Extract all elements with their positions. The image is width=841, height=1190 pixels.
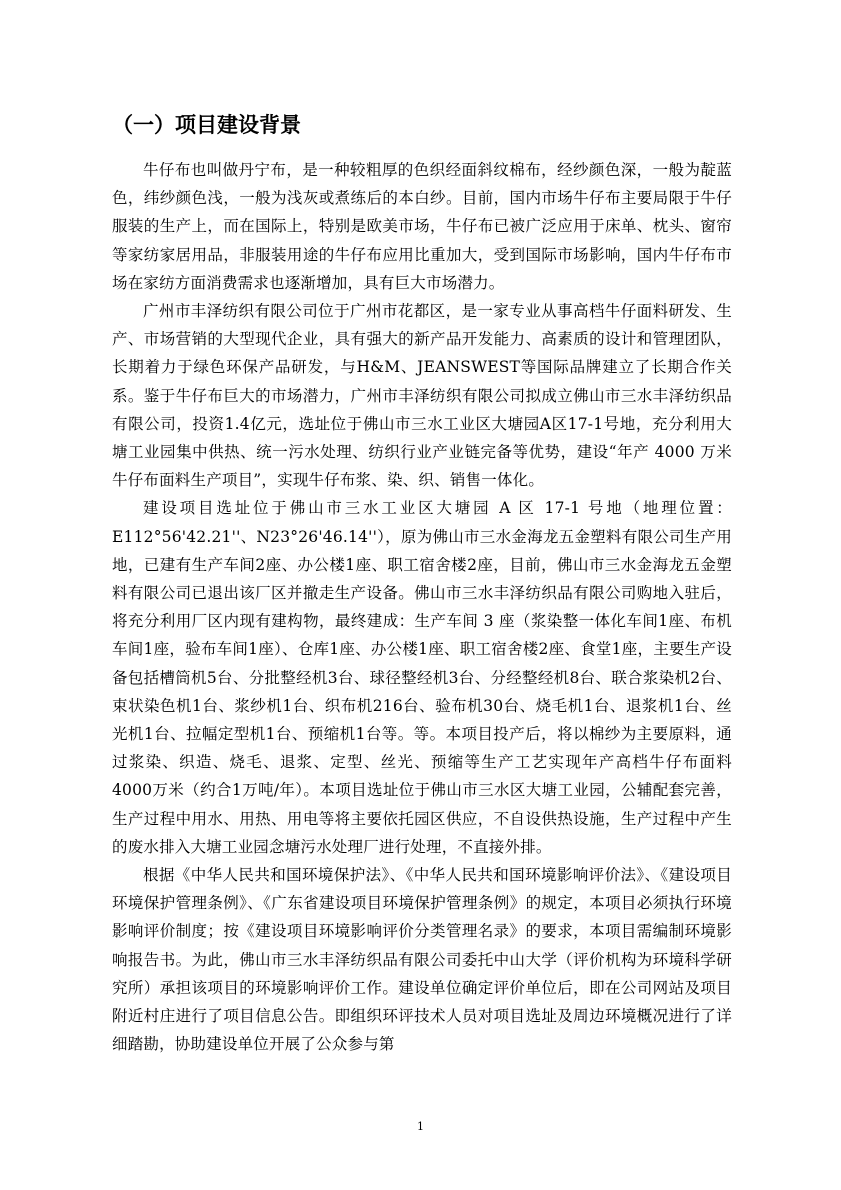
section-heading: （一）项目建设背景 xyxy=(112,113,301,137)
paragraph-company: 广州市丰泽纺织有限公司位于广州市花都区，是一家专业从事高档牛仔面料研发、生产、市场营销的大型现代企业，具有强大的新产品开发能力、高素质的设计和管理团队，长期着力于绿色环保产品研发，与H&M、JEANSWEST等国际品牌建立了长期合作关系。鉴于牛仔布巨大的市场潜力，广州市丰泽纺织有限公司拟成立佛山市三水丰泽纺织品有限公司，投资1.4亿元，选址位于佛山市三水工业区大塘园A区17-1号地，充分利用大塘工业园集中供热、统一污水处理、纺织行业产业链完备等优势，建设“年产 4000 万米牛仔布面料生产项目”，实现牛仔布浆、染、织、销售一体化。 xyxy=(112,302,732,490)
paragraph-background: 牛仔布也叫做丹宁布，是一种较粗厚的色织经面斜纹棉布，经纱颜色深，一般为靛蓝色，纬纱颜色浅，一般为浅灰或煮练后的本白纱。目前，国内市场牛仔布主要局限于牛仔服装的生产上，而在国际上，特别是欧美市场，牛仔布已被广泛应用于床单、枕头、窗帘等家纺家居用品，非服装用途的牛仔布应用比重加大，受到国际市场影响，国内牛仔布市场在家纺方面消费需求也逐渐增加，具有巨大市场潜力。 xyxy=(112,161,732,292)
paragraph-regulation: 根据《中华人民共和国环境保护法》、《中华人民共和国环境影响评价法》、《建设项目环境保护管理条例》、《广东省建设项目环境保护管理条例》的规定，本项目必须执行环境影响评价制度；按《建设项目环境影响评价分类管理名录》的要求，本项目需编制环境影响报告书。为此，佛山市三水丰泽纺织品有限公司委托中山大学（评价机构为环境科学研究所）承担该项目的环境影响评价工作。建设单位确定评价单位后，即在公司网站及项目附近村庄进行了项目信息公告。即组织环评技术人员对项目选址及周边环境概况进行了详细踏勘，协助建设单位开展了公众参与第 xyxy=(112,866,732,1054)
paragraph-site: 建设项目选址位于佛山市三水工业区大塘园 A 区 17-1 号地（地理位置：E112°56'42.21''、N23°26'46.14''），原为佛山市三水金海龙五金塑料有限公司生产用地，已建有生产车间2座、办公楼1座、职工宿舍楼2座，目前，佛山市三水金海龙五金塑料有限公司已退出该厂区并撤走生产设备。佛山市三水丰泽纺织品有限公司购地入驻后，将充分利用厂区内现有建构物，最终建成：生产车间 3 座（浆染整一体化车间1座、布机车间1座，验布车间1座）、仓库1座、办公楼1座、职工宿舍楼2座、食堂1座，主要生产设备包括槽筒机5台、分批整经机3台、球径整经机3台、分经整经机8台、联合浆染机2台、束状染色机1台、浆纱机1台、织布机216台、验布机30台、烧毛机1台、退浆机1台、丝光机1台、拉幅定型机1台、预缩机1台等。等。本项目投产后，将以棉纱为主要原料，通过浆染、织造、烧毛、退浆、定型、丝光、预缩等生产工艺实现年产高档牛仔布面料4000万米（约合1万吨/年）。本项目选址位于佛山市三水区大塘工业园，公辅配套完善，生产过程中用水、用热、用电等将主要依托园区供应，不自设供热设施，生产过程中产生的废水排入大塘工业园念塘污水处理厂进行处理，不直接外排。 xyxy=(112,499,732,856)
document-page xyxy=(112,108,732,1059)
page-number: 1 xyxy=(417,1120,424,1133)
